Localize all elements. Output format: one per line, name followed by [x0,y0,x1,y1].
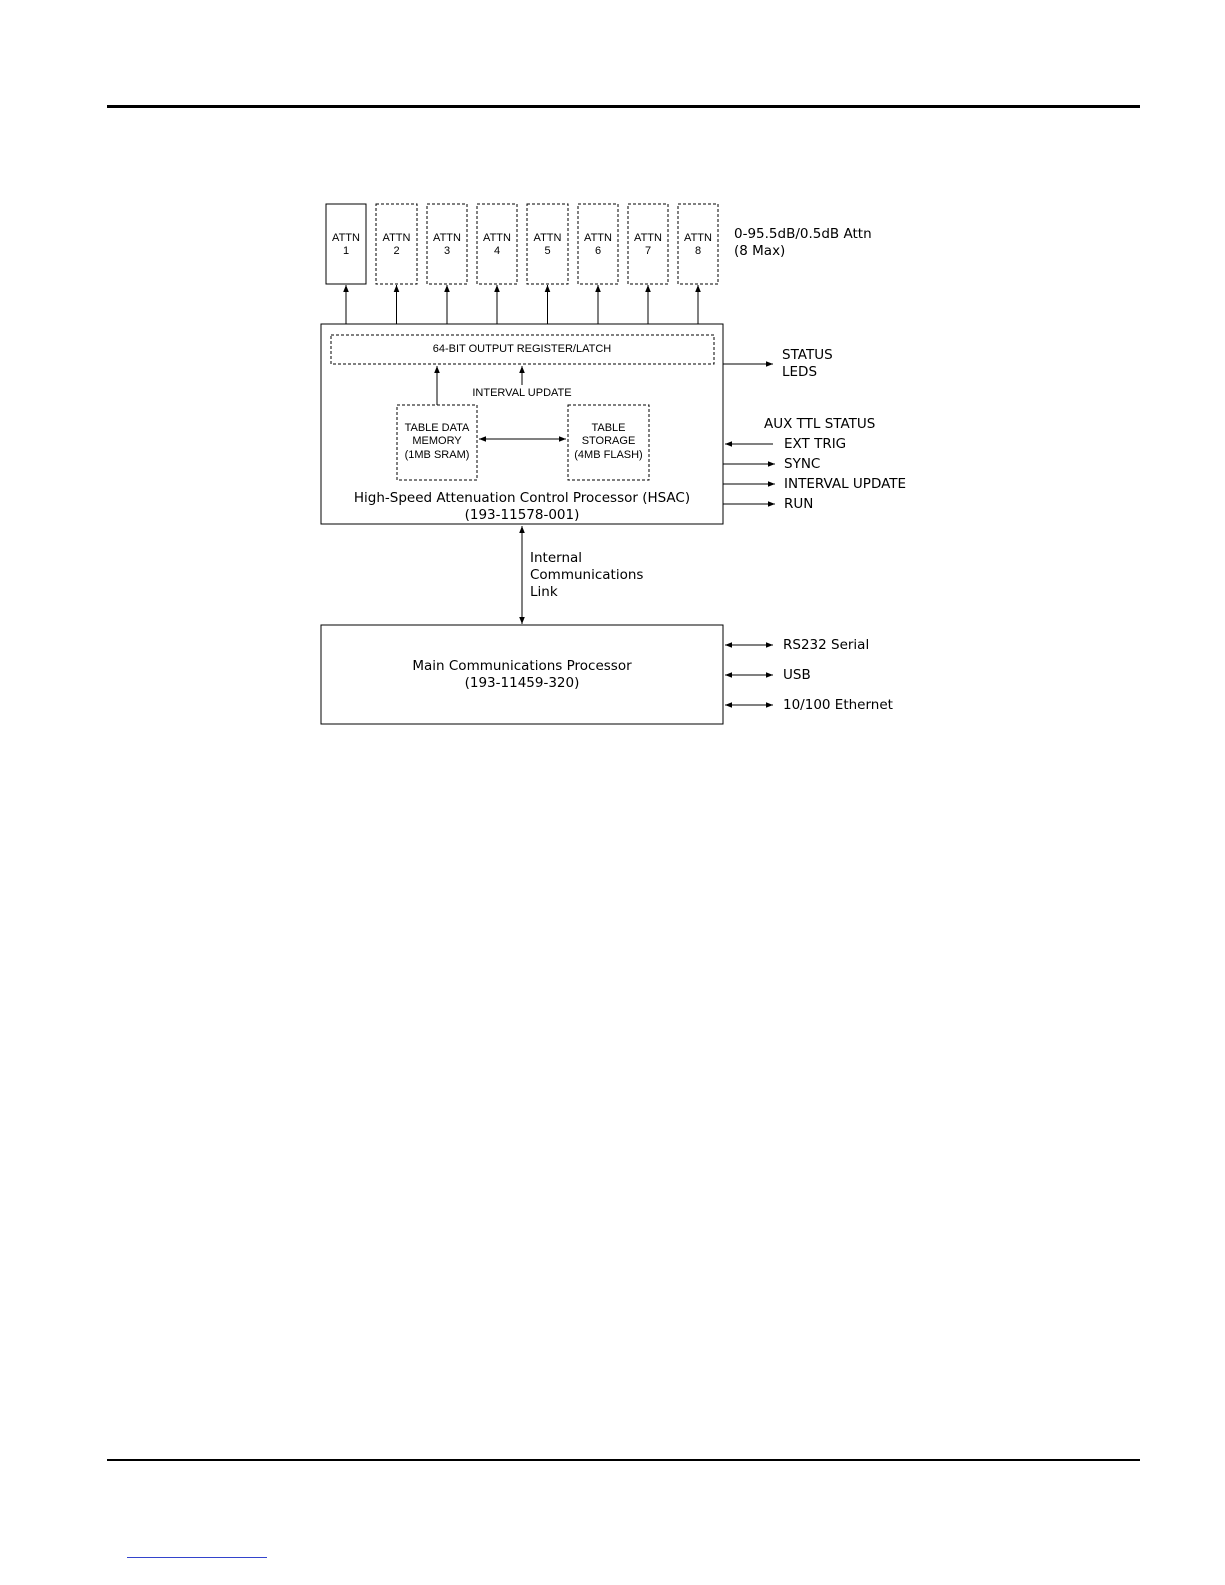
attn-box-5 [527,204,568,284]
attn-spec-line2: (8 Max) [734,243,786,259]
table-data-memory-line2: MEMORY [412,435,462,447]
attn-box-8 [678,204,718,284]
aux-signal-interval-update: INTERVAL UPDATE [784,476,907,492]
attn-label: ATTN [684,232,712,244]
attn-box-7 [628,204,668,284]
aux-signal-ext-trig: EXT TRIG [784,436,847,452]
attn-number: 5 [544,245,551,257]
status-leds-line2: LEDS [782,364,818,380]
link-line2: Communications [530,567,644,583]
attn-box-2 [376,204,417,284]
attn-number: 6 [594,245,602,257]
attn-number: 3 [443,245,451,257]
attn-label: ATTN [483,232,511,244]
attn-label: ATTN [634,232,662,244]
hsac-part-number: (193-11578-001) [464,507,580,523]
attn-number: 7 [644,245,652,257]
attn-label: ATTN [533,232,562,244]
table-storage-line2: STORAGE [581,435,636,447]
hsac-title: High-Speed Attenuation Control Processor (HSAC) [353,490,691,506]
interval-update-label: INTERVAL UPDATE [472,387,572,399]
output-register-label: 64-BIT OUTPUT REGISTER/LATCH [432,343,612,355]
attn-label: ATTN [584,232,612,244]
attn-number: 4 [493,245,501,257]
attn-box-4 [477,204,517,284]
attn-number: 1 [342,245,350,257]
attn-number: 8 [694,245,702,257]
attn-label: ATTN [332,232,360,244]
aux-signal-run: RUN [784,496,814,512]
attn-spec-line1: 0-95.5dB/0.5dB Attn [734,226,872,242]
link-line3: Link [530,584,558,600]
attn-label: ATTN [433,232,461,244]
table-data-memory-line1: TABLE DATA [404,422,470,434]
aux-signal-sync: SYNC [784,456,821,472]
attn-box-6 [578,204,618,284]
attn-feed-arrows [346,285,698,324]
link-line1: Internal [530,550,583,566]
attn-label: ATTN [382,232,411,244]
aux-ttl-heading: AUX TTL STATUS [764,416,876,432]
port-ethernet: 10/100 Ethernet [783,697,893,713]
table-storage-line3: (4MB FLASH) [574,449,643,461]
attn-number: 2 [393,245,400,257]
table-data-memory-line3: (1MB SRAM) [404,449,470,461]
attn-box-1 [326,204,366,284]
port-rs232: RS232 Serial [783,637,870,653]
table-storage-line1: TABLE [591,422,626,434]
main-processor-title: Main Communications Processor [412,658,632,674]
attn-box-3 [427,204,467,284]
port-usb: USB [783,667,811,683]
status-leds-line1: STATUS [782,347,833,363]
main-processor-part-number: (193-11459-320) [464,675,580,691]
